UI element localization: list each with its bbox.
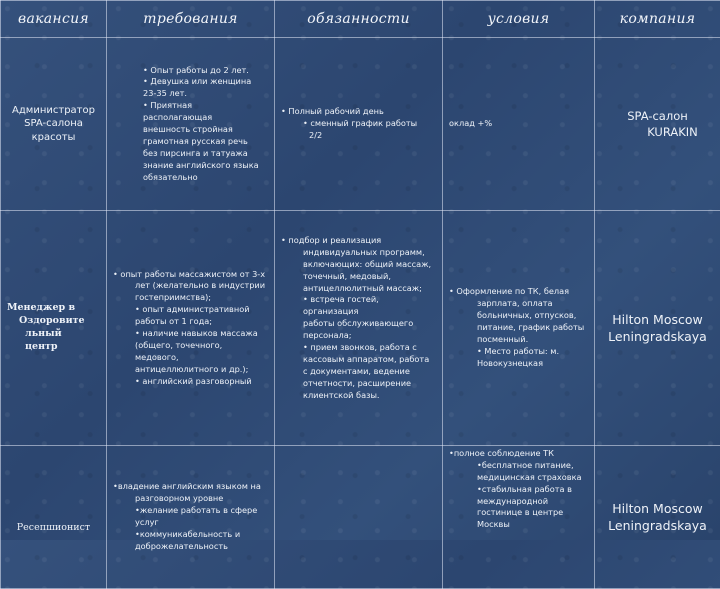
table-row: [1, 38, 720, 211]
header-vacancy: вакансия: [1, 1, 107, 38]
requirements-cell: [107, 38, 275, 211]
duties-cell: [275, 211, 443, 446]
company-cell: [595, 38, 720, 211]
header-company: компания: [595, 1, 720, 38]
company-cell: [595, 211, 720, 446]
company-name: Hilton Moscow Leningradskaya: [601, 500, 714, 535]
conditions-cell: [443, 211, 595, 446]
company-cell: [595, 446, 720, 589]
header-requirements: требования: [107, 1, 275, 38]
header-conditions: условия: [443, 1, 595, 38]
position-cell: [1, 211, 107, 446]
conditions-cell: [443, 38, 595, 211]
position-title: Администратор SPA-салона красоты: [7, 104, 100, 145]
company-name: SPA-салон KURAKIN: [601, 108, 714, 140]
duties-cell: [275, 446, 443, 589]
duties-list: • подбор и реализация индивидуальных программ, включающих: общий массаж, точечный, медовый, антицеллюлитный массаж; • встреча гостей, организация работы обслуживающего персонала; • прием звонков, работа с кассовым аппаратом, работа с документами, ведение отчетности, расширение клиентской базы.: [281, 235, 436, 401]
conditions-list: •полное соблюдение ТК •бесплатное питание, медицинская страховка •стабильная работа в международной гостинице в центре Москвы: [449, 448, 588, 531]
company-name: Hilton Moscow Leningradskaya: [601, 311, 714, 346]
position-cell: [1, 38, 107, 211]
requirements-list: •владение английским языком на разговорном уровне •желание работать в сфере услуг •коммуникабельность и доброжелательность: [113, 481, 268, 552]
position-cell: [1, 446, 107, 589]
requirements-cell: [107, 446, 275, 589]
header-duties: обязанности: [275, 1, 443, 38]
conditions-list: • Оформление по ТК, белая зарплата, оплата больничных, отпусков, питание, график работы посменный. • Место работы: м. Новокузнецкая: [449, 286, 588, 369]
conditions-list: оклад +%: [449, 118, 588, 130]
table-row: [1, 446, 720, 589]
requirements-list: • опыт работы массажистом от 3-х лет (желательно в индустрии гостеприимства); • опыт административной работы от 1 года; • наличие навыков массажа (общего, точечного, медового, антицеллюлитного и др.); • английский разговорный: [113, 269, 268, 388]
conditions-cell: [443, 446, 595, 589]
duties-list: • Полный рабочий день • сменный график работы 2/2: [281, 106, 436, 142]
position-title: Менеджер в Оздоровите льный центр: [7, 302, 100, 353]
requirements-cell: [107, 211, 275, 446]
table-row: [1, 211, 720, 446]
header-row: [1, 1, 720, 38]
position-title: Ресепшионист: [7, 522, 100, 535]
duties-cell: [275, 38, 443, 211]
requirements-list: • Опыт работы до 2 лет. • Девушка или женщина 23-35 лет. • Приятная располагающая внешность стройная грамотная русская речь без пирсинга и татуажа знание английского языка обязательно: [143, 65, 268, 184]
